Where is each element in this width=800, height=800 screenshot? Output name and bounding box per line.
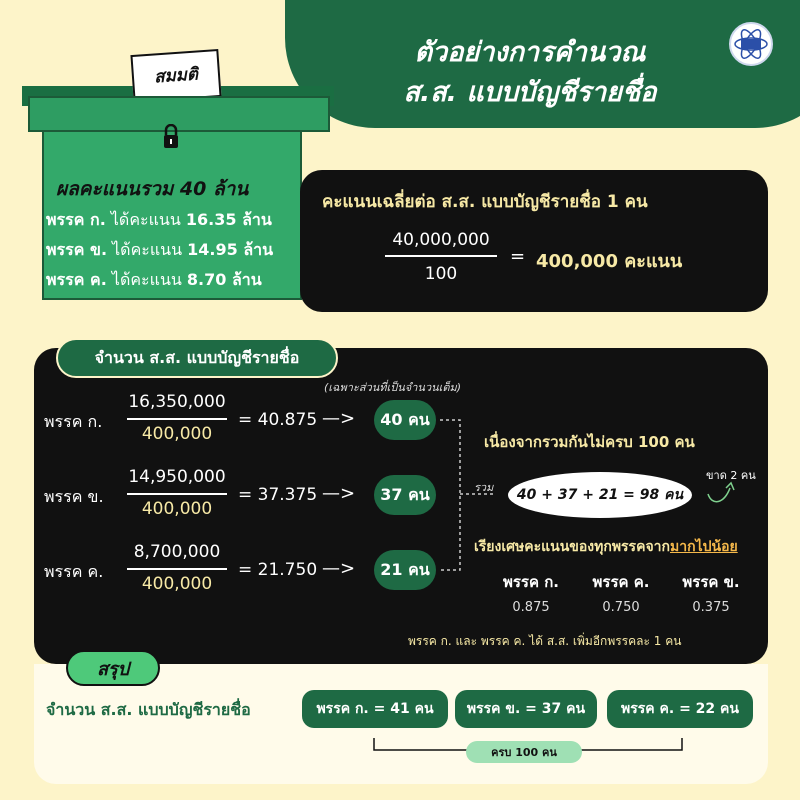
- page-title-line2: ส.ส. แบบบัญชีรายชื่อ: [403, 77, 657, 108]
- remainder-party: พรรค ก.: [502, 573, 560, 591]
- lock-icon: [163, 124, 179, 150]
- average-numerator: 40,000,000: [392, 230, 490, 250]
- arrow-right-icon: —>: [322, 558, 356, 579]
- calc-row-party: พรรค ข.: [44, 487, 104, 506]
- calc-row-denominator: 400,000: [141, 574, 213, 594]
- ballot-row: [46, 208, 272, 233]
- calculation-note: (เฉพาะส่วนที่เป็นจำนวนเต็ม): [324, 381, 462, 394]
- atom-logo-icon: [729, 22, 773, 66]
- sum-equation: 40 + 37 + 21 = 98 คน: [508, 472, 692, 518]
- summary-result: พรรค ค. = 22 คน: [607, 690, 753, 728]
- sum-label: รวม: [474, 481, 494, 494]
- average-fraction-line: [385, 255, 497, 257]
- calc-row-numerator: 8,700,000: [133, 542, 221, 562]
- ballot-row-value: 14.95 ล้าน: [187, 240, 274, 259]
- remainder-value: 0.875: [512, 600, 550, 615]
- sort-text-highlight: มากไปน้อย: [670, 539, 738, 555]
- calc-row-seats: 37 คน: [374, 475, 436, 515]
- page-title-line1: ตัวอย่างการคำนวณ: [414, 37, 646, 68]
- ballot-row-party: พรรค ก.: [46, 210, 106, 229]
- missing-text: ขาด 2 คน: [706, 469, 756, 482]
- curved-arrow-icon: [704, 480, 740, 506]
- calc-row-denominator: 400,000: [141, 424, 213, 444]
- ballot-row-party: พรรค ค.: [46, 270, 107, 289]
- calc-row-party: พรรค ค.: [44, 562, 104, 581]
- calc-row-seats: 21 คน: [374, 550, 436, 590]
- ballot-box-lid: [28, 96, 330, 132]
- ballot-row-label: ได้คะแนน: [111, 270, 182, 289]
- average-denominator: 100: [424, 264, 458, 284]
- remainder-party: พรรค ข.: [682, 573, 740, 591]
- remainder-party: พรรค ค.: [592, 573, 650, 591]
- remainder-value: 0.375: [692, 600, 730, 615]
- calc-row-fraction-line: [127, 493, 227, 495]
- ballot-paper: สมมติ: [130, 49, 221, 103]
- not-full-text: เนื่องจากรวมกันไม่ครบ 100 คน: [484, 433, 695, 451]
- total-badge: ครบ 100 คน: [466, 741, 582, 763]
- calc-row-result: = 21.750: [238, 560, 318, 580]
- extra-seat-text: พรรค ก. และ พรรค ค. ได้ ส.ส. เพิ่มอีกพรรคละ 1 คน: [408, 634, 682, 648]
- ballot-total-title: ผลคะแนนรวม 40 ล้าน: [56, 178, 249, 200]
- arrow-right-icon: —>: [322, 408, 356, 429]
- calc-row-seats: 40 คน: [374, 400, 436, 440]
- summary-badge: สรุป: [66, 650, 160, 686]
- summary-result: พรรค ก. = 41 คน: [302, 690, 448, 728]
- ballot-row: [46, 268, 262, 293]
- average-result: 400,000 คะแนน: [536, 251, 683, 272]
- ballot-row-party: พรรค ข.: [46, 240, 108, 259]
- average-heading: คะแนนเฉลี่ยต่อ ส.ส. แบบบัญชีรายชื่อ 1 คน: [322, 192, 648, 212]
- arrow-right-icon: —>: [322, 483, 356, 504]
- summary-result: พรรค ข. = 37 คน: [455, 690, 597, 728]
- sort-text-prefix: เรียงเศษคะแนนของทุกพรรคจาก: [474, 539, 670, 555]
- calc-row-result: = 40.875: [238, 410, 318, 430]
- average-equals: =: [510, 246, 526, 267]
- remainder-value: 0.750: [602, 600, 640, 615]
- calc-row-party: พรรค ก.: [44, 412, 103, 431]
- calc-row-numerator: 14,950,000: [128, 467, 226, 487]
- calc-row-result: = 37.375: [238, 485, 318, 505]
- summary-label: จำนวน ส.ส. แบบบัญชีรายชื่อ: [46, 700, 251, 719]
- ballot-row-label: ได้คะแนน: [110, 210, 181, 229]
- ballot-row-value: 8.70 ล้าน: [186, 270, 262, 289]
- sort-text: [474, 536, 738, 558]
- calculation-section-title: จำนวน ส.ส. แบบบัญชีรายชื่อ: [56, 338, 338, 378]
- calc-row-denominator: 400,000: [141, 499, 213, 519]
- ballot-row: [46, 238, 273, 263]
- calc-row-fraction-line: [127, 568, 227, 570]
- calc-row-numerator: 16,350,000: [128, 392, 226, 412]
- ballot-row-value: 16.35 ล้าน: [185, 210, 272, 229]
- ballot-row-label: ได้คะแนน: [112, 240, 183, 259]
- calc-row-fraction-line: [127, 418, 227, 420]
